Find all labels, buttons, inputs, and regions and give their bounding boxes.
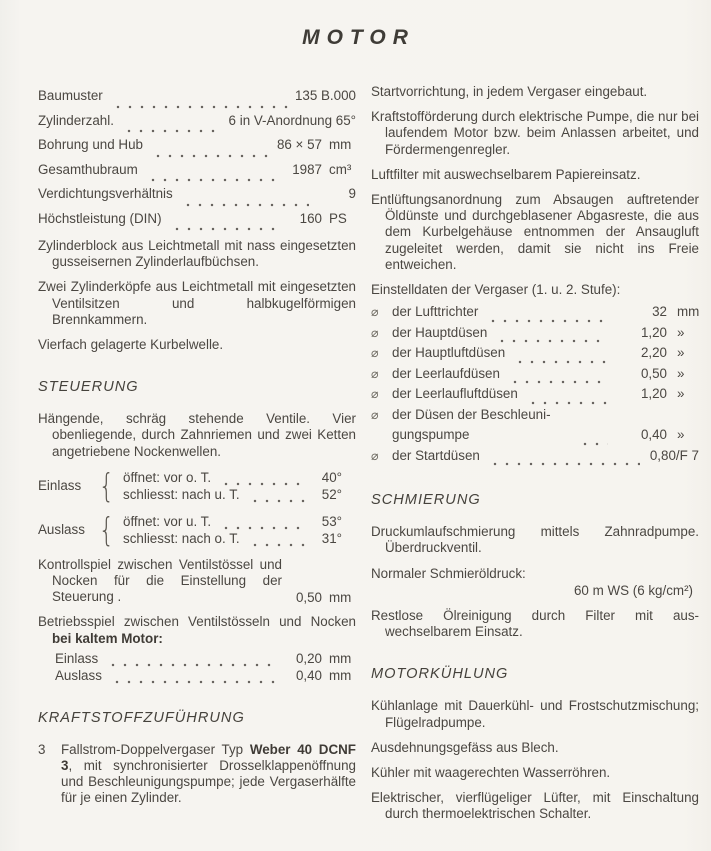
jet-row-lufttrichter xyxy=(371,302,699,323)
diameter-icon: ⌀ xyxy=(371,324,379,340)
spec-value: 86 × 57 xyxy=(276,137,322,152)
paragraph-ausdehnungsgefaess: Ausdehnungsgefäss aus Blech. xyxy=(371,739,559,755)
valve-line-text: schliesst: nach u. T. xyxy=(123,486,240,502)
spec-value: 0,20 xyxy=(295,650,322,666)
brace-glyph: { xyxy=(98,510,115,550)
dot-leader xyxy=(180,194,309,207)
valve-line-value: 52° xyxy=(321,486,342,502)
spec-unit: mm xyxy=(329,590,352,606)
spec-row-baumuster xyxy=(38,84,356,109)
paragraph-kuehlanlage: Kühlanlage mit Dauerkühl- und Frostschutzmischung; Flügelradpumpe. xyxy=(371,698,699,730)
dot-leader xyxy=(218,473,305,486)
diameter-icon: ⌀ xyxy=(371,304,379,320)
valve-timing-auslass xyxy=(38,510,356,550)
valve-line-value: 53° xyxy=(321,513,342,529)
jet-row-leerlaufduesen xyxy=(371,364,699,385)
jet-unit: » xyxy=(677,365,685,381)
valve-name: Einlass xyxy=(38,478,82,494)
paragraph-ventile: Hängende, schräg stehende Ventile. Vier obenliegende, durch Zahnriemen und zwei Ketten angetriebene Nockenwellen. xyxy=(38,411,356,459)
jet-unit: mm xyxy=(677,304,700,320)
einstelldaten-intro: Einstelldaten der Vergaser (1. u. 2. Stufe): xyxy=(371,282,621,298)
vergaser-type-bold: Weber 40 DCNF 3 xyxy=(61,741,356,774)
dot-leader xyxy=(169,218,275,231)
spec-value: 135 B.000 xyxy=(294,88,356,103)
dot-leader xyxy=(121,120,222,133)
section-heading-schmierung: SCHMIERUNG xyxy=(371,492,481,509)
betriebsspiel-auslass-row xyxy=(38,667,356,684)
spec-value: 160 xyxy=(299,210,322,226)
diameter-icon: ⌀ xyxy=(371,406,379,422)
paragraph-oelreinigung: Restlose Ölreinigung durch Filter mit auswechselbarem Einsatz. xyxy=(371,608,699,640)
spec-value: 0,40 xyxy=(295,667,322,683)
spec-label: Höchstleistung (DIN) xyxy=(38,210,162,226)
valve-line-value: 31° xyxy=(321,530,342,546)
jet-unit: » xyxy=(677,427,685,443)
dot-leader xyxy=(105,654,275,667)
diameter-icon: ⌀ xyxy=(371,386,379,402)
dot-leader xyxy=(512,351,608,364)
valve-line xyxy=(123,486,342,503)
brace-glyph: { xyxy=(98,466,115,506)
spec-value: 0,50 xyxy=(295,590,322,606)
dot-leader xyxy=(110,96,288,109)
vergaser-pre: Fallstrom-Doppelvergaser Typ xyxy=(61,741,244,757)
betriebsspiel-einlass-row xyxy=(38,650,356,667)
dot-leader xyxy=(525,392,608,405)
section-heading-motorkuehlung: MOTORKÜHLUNG xyxy=(371,666,509,683)
spec-row-hubraum xyxy=(38,158,356,183)
paragraph-luftfilter: Luftfilter mit auswechselbarem Papiereinsatz. xyxy=(371,166,641,182)
valve-lines xyxy=(123,513,356,547)
valve-timing-einlass xyxy=(38,466,356,506)
jet-unit: » xyxy=(677,386,685,402)
paragraph-druckumlauf: Druckumlaufschmierung mittels Zahnradpumpe. Überdruckventil. xyxy=(371,524,699,556)
kontrollspiel-text: Kontrollspiel zwischen Ventilstössel und Nocken für die Einstellung der Steuerung . xyxy=(38,556,282,605)
betriebsspiel-text xyxy=(38,614,356,646)
oil-pressure-value: 60 m WS (6 kg/cm²) xyxy=(573,582,693,598)
spec-row-verdichtung xyxy=(38,182,356,207)
spec-unit: mm xyxy=(329,137,352,152)
right-column xyxy=(371,84,699,832)
section-heading-kraftstoffzufuehrung: KRAFTSTOFFZUFÜHRUNG xyxy=(38,709,245,726)
spec-row-leistung xyxy=(38,207,356,232)
engine-spec-table xyxy=(38,84,356,231)
jet-row-beschleunigungspumpe xyxy=(371,405,699,446)
dot-leader xyxy=(487,453,640,466)
oil-pressure-label: Normaler Schmieröldruck: xyxy=(371,565,526,581)
spec-label: Einlass xyxy=(55,650,99,666)
valve-line-value: 40° xyxy=(321,469,342,485)
jet-value: 1,20 xyxy=(640,324,667,340)
dot-leader xyxy=(507,371,608,384)
jet-label: der Hauptluftdüsen xyxy=(392,345,506,361)
betriebsspiel-plain: Betriebsspiel zwischen Ventilstösseln und Nocken xyxy=(38,614,356,630)
paragraph-luefter: Elektrischer, vierflügeliger Lüfter, mit Einschaltung durch thermoelektrischen Schalter. xyxy=(371,790,699,822)
valve-line xyxy=(123,530,342,547)
jet-label: der Hauptdüsen xyxy=(392,324,488,340)
jet-row-hauptduesen xyxy=(371,323,699,344)
jet-value: 0,50 xyxy=(640,365,667,381)
jet-label: der Leerlaufdüsen xyxy=(392,365,500,381)
spec-unit: PS xyxy=(329,210,347,226)
carburetor-jet-table xyxy=(371,302,699,466)
spec-value: 6 in V-Anordnung 65° xyxy=(228,112,356,128)
jet-label: der Leerlaufluftdüsen xyxy=(392,386,518,402)
spec-label: Gesamthubraum xyxy=(38,161,138,177)
spec-row-bohrung-hub xyxy=(38,133,356,158)
dot-leader xyxy=(247,490,305,503)
paragraph-kraftstoffoerderung: Kraftstofförderung durch elektrische Pumpe, die nur bei laufendem Motor bzw. beim Anlassen arbeitet, und Fördermengenregler. xyxy=(371,109,700,157)
vergaser-paragraph xyxy=(38,742,356,807)
two-column-layout xyxy=(38,84,699,832)
spec-value: 1987 xyxy=(292,161,322,177)
jet-row-leerlaufluftduesen xyxy=(371,384,699,405)
vergaser-post: , mit synchronisierter Drosselklappenöffnung und Beschleunigungspumpe; jede Vergaserhälfte für je einen Zylinder. xyxy=(61,758,356,806)
jet-value: 2,20 xyxy=(640,345,667,361)
valve-line xyxy=(123,513,342,530)
jet-label: der Startdüsen xyxy=(392,447,480,463)
dot-leader xyxy=(494,330,608,343)
jet-unit: » xyxy=(677,324,685,340)
dot-leader xyxy=(145,169,275,182)
valve-line-text: öffnet: vor o. T. xyxy=(123,469,212,485)
dot-leader xyxy=(150,145,270,158)
jet-unit: » xyxy=(677,345,685,361)
paragraph-startvorrichtung: Startvorrichtung, in jedem Vergaser eingebaut. xyxy=(371,84,648,99)
section-heading-steuerung: STEUERUNG xyxy=(38,379,139,396)
spec-unit: cm³ xyxy=(329,161,352,177)
jet-label: der Düsen der Beschleunigungspumpe xyxy=(392,406,551,443)
paragraph-zylinderkoepfe: Zwei Zylinderköpfe aus Leichtmetall mit eingesetzten Ventilsitzen und halbkugelförmigen Brennkammern. xyxy=(38,279,356,327)
spec-label: Zylinderzahl. xyxy=(38,112,114,128)
spec-value: 9 xyxy=(348,186,356,201)
dot-leader xyxy=(218,517,305,530)
page-title: MOTOR xyxy=(302,26,415,49)
diameter-icon: ⌀ xyxy=(371,365,379,381)
jet-label: der Lufttrichter xyxy=(392,304,479,320)
valve-line-text: schliesst: nach o. T. xyxy=(123,530,240,546)
valve-lines xyxy=(123,469,356,503)
dot-leader xyxy=(485,310,608,323)
spec-label: Verdichtungsverhältnis xyxy=(38,186,173,201)
list-number: 3 xyxy=(38,741,46,757)
diameter-icon: ⌀ xyxy=(371,345,379,361)
spec-label: Bohrung und Hub xyxy=(38,137,143,152)
jet-value: 1,20 xyxy=(640,386,667,402)
dot-leader xyxy=(109,671,275,684)
vergaser-paragraph-body xyxy=(61,742,356,807)
jet-row-startduesen xyxy=(371,446,699,467)
valve-line-text: öffnet: vor u. T. xyxy=(123,513,212,529)
dot-leader xyxy=(577,433,608,446)
dot-leader xyxy=(247,534,305,547)
kontrollspiel-value xyxy=(282,590,356,605)
jet-value: 32 xyxy=(652,304,667,320)
valve-line xyxy=(123,469,342,486)
jet-row-hauptluftduesen xyxy=(371,343,699,364)
paragraph-kurbelwelle: Vierfach gelagerte Kurbelwelle. xyxy=(38,337,224,353)
betriebsspiel-bold: bei kaltem Motor: xyxy=(52,630,163,646)
spec-label: Baumuster xyxy=(38,88,103,103)
paragraph-entlueftung: Entlüftungsanordnung zum Absaugen auftretender Öldünste und durchgeblasener Abgasreste, die aus dem Kurbelgehäuse entnommen der Ansaugluft zugeleitet werden, damit sie nicht ins Freie entweichen. xyxy=(371,192,699,272)
left-column xyxy=(38,84,356,832)
spec-label: Auslass xyxy=(55,667,102,683)
jet-value: 0,80/F 7 xyxy=(649,447,699,463)
paragraph-zylinderblock: Zylinderblock aus Leichtmetall mit nass eingesetzten gusseisernen Zylinderlaufbüchsen. xyxy=(38,238,356,270)
valve-name: Auslass xyxy=(38,522,85,538)
paragraph-kuehler: Kühler mit waagerechten Wasserröhren. xyxy=(371,765,611,781)
jet-value: 0,40 xyxy=(640,427,667,443)
spec-unit: mm xyxy=(329,667,352,683)
spec-row-zylinderzahl xyxy=(38,109,356,134)
spec-unit: mm xyxy=(329,650,352,666)
kontrollspiel-row xyxy=(38,557,356,606)
diameter-icon: ⌀ xyxy=(371,447,379,463)
